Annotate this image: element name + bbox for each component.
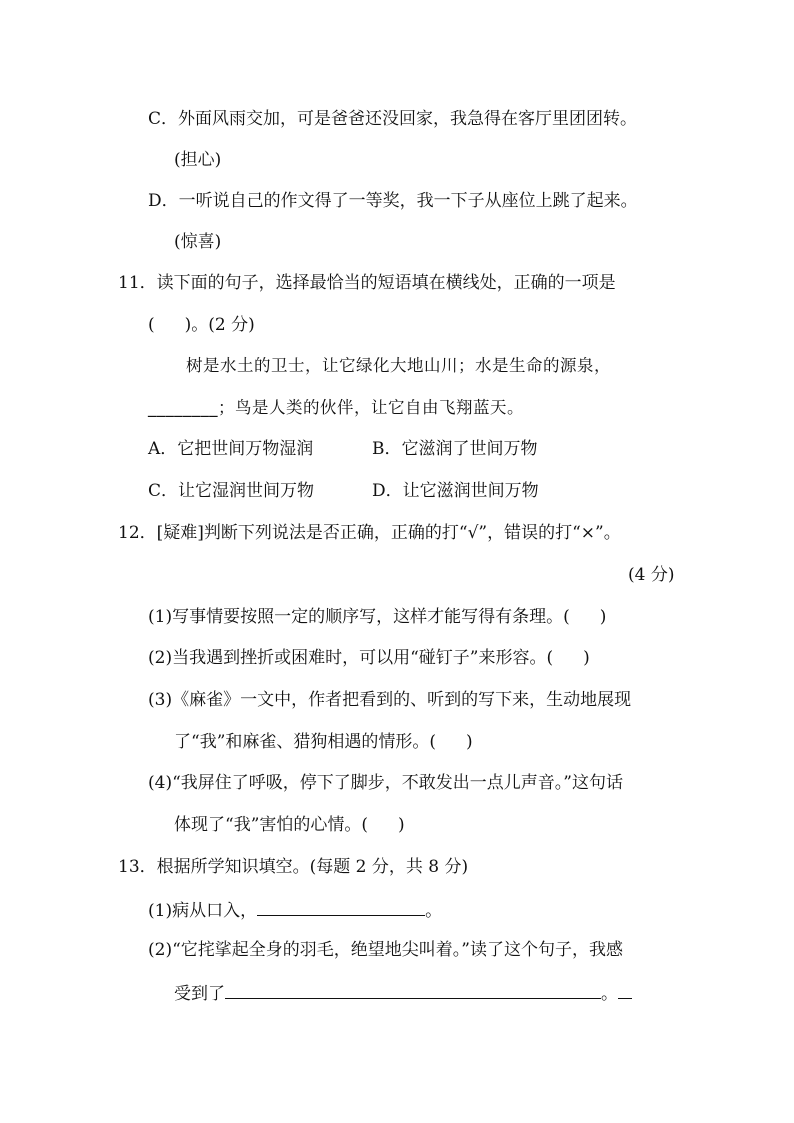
q12-item-4-close: ) [398,815,405,835]
q12-item-2-text: (2)当我遇到挫折或困难时，可以用“碰钉子”来形容。( [148,648,554,668]
q11-passage-text1: 树是水土的卫士，让它绿化大地山川；水是生命的源泉， [186,356,611,375]
q12-item-4-line1 [148,771,623,795]
q12-item-3-close: ) [466,732,473,752]
q13-item-2-line2 [174,980,632,1004]
q10-option-d [148,189,638,213]
q12-score-text: (4 分) [628,565,675,585]
q11-answer-line [148,313,255,337]
q12-score [628,563,674,587]
q12-item-3-line2 [174,730,473,754]
q11-passage-text2: ；鸟是人类的伙伴，让它自由飞翔蓝天。 [218,398,524,417]
q11-option-c[interactable] [148,479,314,503]
q12-item-2 [148,646,590,670]
q13-item-2-blank-tail [618,980,632,999]
q11-passage-line1 [186,354,611,378]
q11-score: )。(2 分) [184,315,255,335]
q11-option-a[interactable] [148,437,313,461]
q10-option-c-answer-text: (担心) [174,150,222,170]
q13-stem-text: 13．根据所学知识填空。(每题 2 分，共 8 分) [118,857,469,877]
q12-item-1-close: ) [599,607,607,627]
q12-item-4-line2 [174,813,405,837]
q11-open-paren: ( [148,315,155,335]
q12-stem [118,521,621,545]
q10-option-d-answer [174,230,221,254]
q12-item-1 [148,605,606,629]
q12-item-2-close: ) [583,648,590,668]
q13-item-2-line1 [148,938,623,962]
q10-option-c-text: C．外面风雨交加，可是爸爸还没回家，我急得在客厅里团团转。 [148,109,638,129]
q13-item-1 [148,897,442,921]
q11-passage-blank[interactable]: ________ [148,398,218,417]
q12-item-3-text2: 了“我”和麻雀、猎狗相遇的情形。( [174,732,437,752]
q11-option-b-text: B．它滋润了世间万物 [372,439,538,459]
q12-item-1-text: (1)写事情要按照一定的顺序写，这样才能写得有条理。( [148,607,570,627]
q10-option-c [148,107,637,131]
q13-item-2-period: 。 [601,984,618,1004]
q10-option-d-text: D．一听说自己的作文得了一等奖，我一下子从座位上跳了起来。 [148,191,638,211]
q10-option-c-answer [174,148,221,172]
q13-item-1-text: (1)病从口入， [148,901,258,921]
q12-item-3-text1: (3)《麻雀》一文中，作者把看到的、听到的写下来，生动地展现 [148,690,632,710]
q13-item-2-text2: 受到了 [174,984,225,1004]
q13-item-2-blank[interactable] [225,980,601,999]
q12-item-4-text2: 体现了“我”害怕的心情。( [174,815,369,835]
q12-stem-text: 12．[疑难]判断下列说法是否正确，正确的打“√”，错误的打“×”。 [118,523,621,543]
q13-item-2-text1: (2)“它挓挲起全身的羽毛，绝望地尖叫着。”读了这个句子，我感 [148,940,623,960]
q13-item-1-blank[interactable] [257,897,425,916]
q11-option-c-text: C．让它湿润世间万物 [148,481,315,501]
q11-option-d[interactable] [372,479,539,503]
q13-item-1-period: 。 [425,901,443,921]
q12-item-4-text1: (4)“我屏住了呼吸，停下了脚步，不敢发出一点儿声音。”这句话 [148,773,623,793]
q11-option-d-text: D．让它滋润世间万物 [372,481,539,501]
q11-option-b[interactable] [372,437,538,461]
q11-option-a-text: A．它把世间万物湿润 [148,439,314,459]
q11-passage-line2 [148,396,524,420]
q12-item-3-line1 [148,688,631,712]
q11-stem [118,271,616,295]
q10-option-d-answer-text: (惊喜) [174,232,222,252]
q13-stem [118,855,468,879]
q11-stem-text: 11．读下面的句子，选择最恰当的短语填在横线处，正确的一项是 [118,273,616,293]
